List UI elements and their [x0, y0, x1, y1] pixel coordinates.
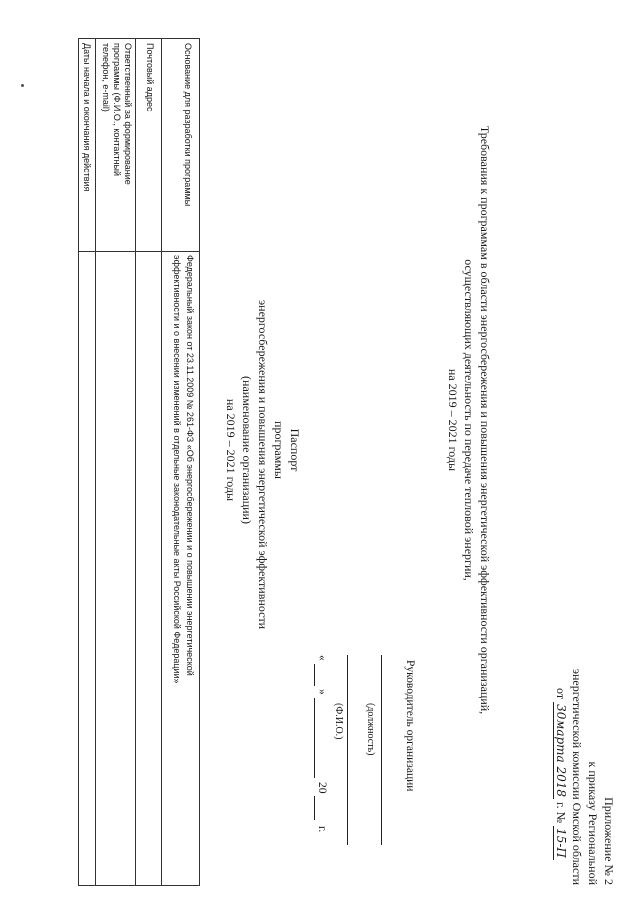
position-line: [381, 655, 382, 845]
name-line: [347, 655, 348, 845]
approval-head: Руководитель организации: [404, 660, 416, 792]
passport-table: [78, 38, 200, 886]
position-caption: (должность): [365, 703, 376, 756]
table-row-divider: [161, 39, 162, 885]
requirements-line2: осуществляющих деятельность по передаче тепловой энергии,: [462, 259, 476, 581]
table-row-value-line1: Федеральный закон от 23.11.2009 № 261-ФЗ «Об энергосбережении и о повышении энергетической: [185, 255, 195, 676]
appendix-number-prefix: г. №: [554, 802, 568, 824]
name-caption: (Ф.И.О.): [333, 703, 344, 740]
date-month-line: [314, 698, 315, 778]
appendix-line2: энергетической комиссии Омской области: [570, 668, 584, 885]
requirements-line3: на 2019 – 2021 годы: [446, 368, 460, 472]
table-row-label-line2: программы (Ф.И.О., контактный: [112, 43, 122, 177]
approval-year-suffix: г.: [316, 826, 328, 833]
table-row-label: Почтовый адрес: [145, 43, 155, 112]
approval-date-open-quote: «: [316, 655, 328, 661]
scan-speck: [21, 84, 24, 87]
appendix-line1: к приказу Региональной: [586, 761, 600, 885]
requirements-line1: Требования к программам в области энергосбережения и повышения энергетической эффективности организаций,: [478, 125, 492, 715]
passport-title: Паспорт: [288, 428, 302, 472]
approval-year-prefix: 20: [316, 782, 328, 794]
table-row-label-line1: Ответственный за формирование: [123, 43, 133, 185]
table-row-label: Даты начала и окончания действия: [82, 43, 92, 192]
table-column-divider: [79, 251, 199, 252]
table-row-divider: [135, 39, 136, 885]
appendix-date-prefix: от: [554, 688, 568, 700]
passport-line3: (наименование организации): [240, 376, 254, 524]
passport-line4: на 2019 – 2021 годы: [224, 398, 238, 502]
table-row-label-line3: телефон, e-mail): [101, 43, 111, 112]
appendix-date-line: [553, 688, 568, 860]
date-day-line: [314, 664, 315, 686]
table-row-value-line2: эффективности и о внесении изменений в отдельные законодательные акты Российской Федерации»: [172, 255, 182, 684]
handwritten-number: 15-П: [554, 828, 568, 858]
date-year-line: [314, 796, 315, 820]
passport-line1: программы: [272, 421, 286, 479]
table-row-divider: [95, 39, 96, 885]
approval-date-close-quote: »: [316, 689, 328, 695]
passport-line2: энергосбережения и повышения энергетической эффективности: [256, 300, 270, 630]
table-row-label: Основание для разработки программы: [183, 43, 193, 207]
handwritten-date: 30марта 2018: [554, 704, 568, 798]
appendix-title: Приложение № 2: [602, 797, 616, 885]
